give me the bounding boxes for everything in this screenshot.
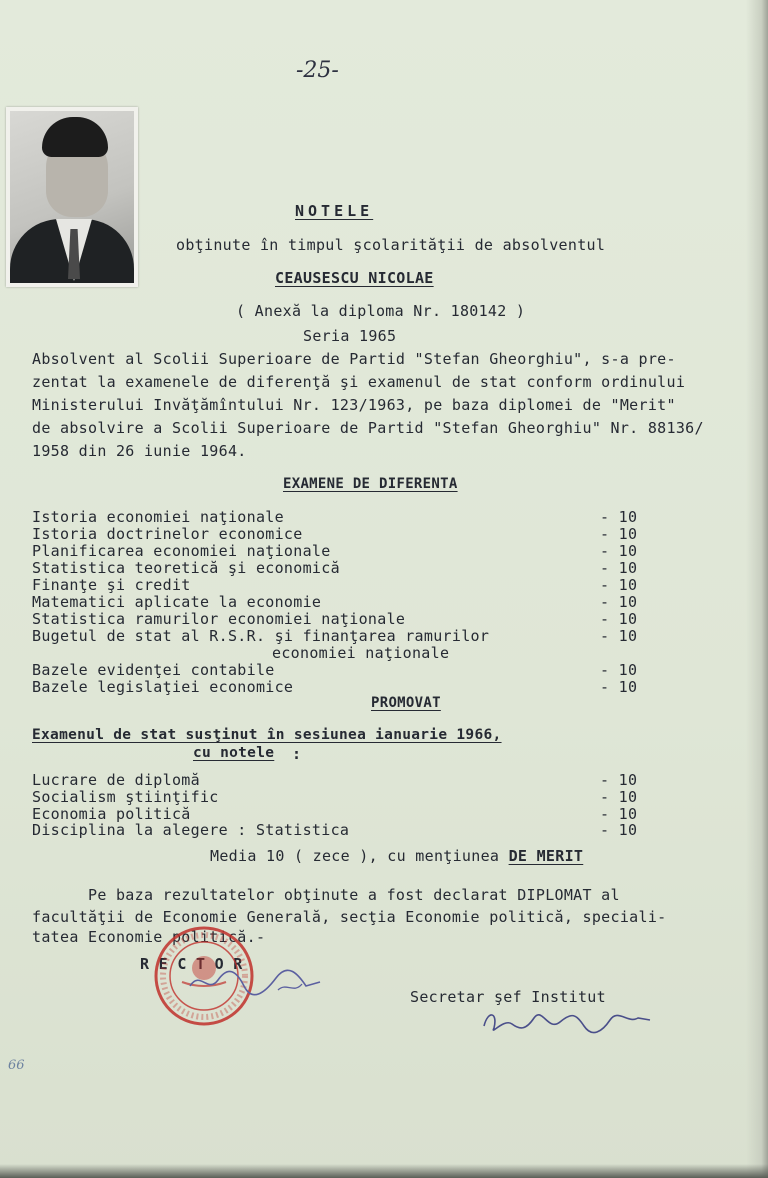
- exam-grade: - 10: [600, 593, 638, 611]
- intro-line: zentat la examenele de diferenţă şi examenul de stat conform ordinului: [32, 373, 686, 391]
- exam-grade: - 10: [600, 678, 638, 696]
- exam-grade: - 10: [600, 610, 638, 628]
- exam-subject: Finanţe şi credit: [32, 576, 191, 594]
- document-subtitle: obţinute în timpul şcolarităţii de absolventul: [176, 236, 606, 254]
- state-exam-grade: - 10: [600, 805, 638, 823]
- exam-grade: - 10: [600, 559, 638, 577]
- state-exam-grade: - 10: [600, 821, 638, 839]
- portrait-photo: [6, 107, 138, 287]
- exam-subject: Istoria doctrinelor economice: [32, 525, 303, 543]
- average-prefix: Media 10 ( zece ), cu menţiunea: [210, 847, 509, 865]
- rector-label: R E C T O R: [140, 955, 243, 973]
- exam-subject-continuation: economiei naţionale: [272, 644, 450, 662]
- exam-subject: Istoria economiei naţionale: [32, 508, 284, 526]
- state-exam-subject: Socialism ştiinţific: [32, 788, 219, 806]
- exam-subject: Bugetul de stat al R.S.R. şi finanţarea ramurilor: [32, 627, 490, 645]
- exam-grade: - 10: [600, 627, 638, 645]
- intro-line: Absolvent al Scolii Superioare de Partid "Stefan Gheorghiu", s-a pre-: [32, 350, 676, 368]
- average-honor: DE MERIT: [508, 847, 584, 865]
- intro-line: Ministerului Invăţămîntului Nr. 123/1963, pe baza diplomei de "Merit": [32, 396, 676, 414]
- exam-grade: - 10: [600, 525, 638, 543]
- exam-grade: - 10: [600, 661, 638, 679]
- state-exam-subject: Disciplina la alegere : Statistica: [32, 821, 350, 839]
- conclusion-line: tatea Economie politică.-: [32, 928, 266, 946]
- intro-line: de absolvire a Scolii Superioare de Partid "Stefan Gheorghiu" Nr. 88136/: [32, 419, 704, 437]
- state-exam-colon: :: [292, 745, 302, 763]
- page-number: -25-: [296, 58, 339, 83]
- section-title-differences: EXAMENE DE DIFERENTA: [283, 476, 458, 492]
- state-exam-grade: - 10: [600, 771, 638, 789]
- state-exam-grade: - 10: [600, 788, 638, 806]
- portrait-image: [10, 111, 134, 283]
- student-name: CEAUSESCU NICOLAE: [275, 269, 434, 287]
- secretary-signature-icon: [478, 1004, 656, 1040]
- series-line: Seria 1965: [303, 327, 397, 345]
- exam-grade: - 10: [600, 508, 638, 526]
- rector-signature-icon: [186, 964, 326, 1004]
- conclusion-line: Pe baza rezultatelor obţinute a fost declarat DIPLOMAT al: [32, 886, 620, 904]
- page-edge-bottom: [0, 1164, 768, 1178]
- exam-subject: Statistica ramurilor economiei naţionale: [32, 610, 406, 628]
- state-exam-title: Examenul de stat susţinut în sesiunea ianuarie 1966,: [32, 727, 502, 743]
- exam-subject: Planificarea economiei naţionale: [32, 542, 331, 560]
- state-exam-subject: Economia politică: [32, 805, 191, 823]
- intro-line: 1958 din 26 iunie 1964.: [32, 442, 247, 460]
- exam-subject: Bazele evidenţei contabile: [32, 661, 275, 679]
- annex-line: ( Anexă la diploma Nr. 180142 ): [236, 302, 526, 320]
- result-promoted: PROMOVAT: [371, 695, 441, 711]
- margin-note: 66: [8, 1058, 25, 1073]
- exam-subject: Statistica teoretică şi economică: [32, 559, 340, 577]
- state-exam-subtitle: cu notele: [193, 745, 275, 761]
- average-line: [210, 847, 583, 865]
- document-title: NOTELE: [295, 202, 374, 220]
- conclusion-line: facultăţii de Economie Generală, secţia Economie politică, speciali-: [32, 908, 667, 926]
- exam-grade: - 10: [600, 576, 638, 594]
- secretary-label: Secretar şef Institut: [410, 988, 606, 1006]
- state-exam-subject: Lucrare de diplomă: [32, 771, 200, 789]
- page-edge-right: [746, 0, 768, 1178]
- exam-subject: Matematici aplicate la economie: [32, 593, 322, 611]
- exam-grade: - 10: [600, 542, 638, 560]
- photo-hair: [42, 117, 108, 157]
- exam-subject: Bazele legislaţiei economice: [32, 678, 294, 696]
